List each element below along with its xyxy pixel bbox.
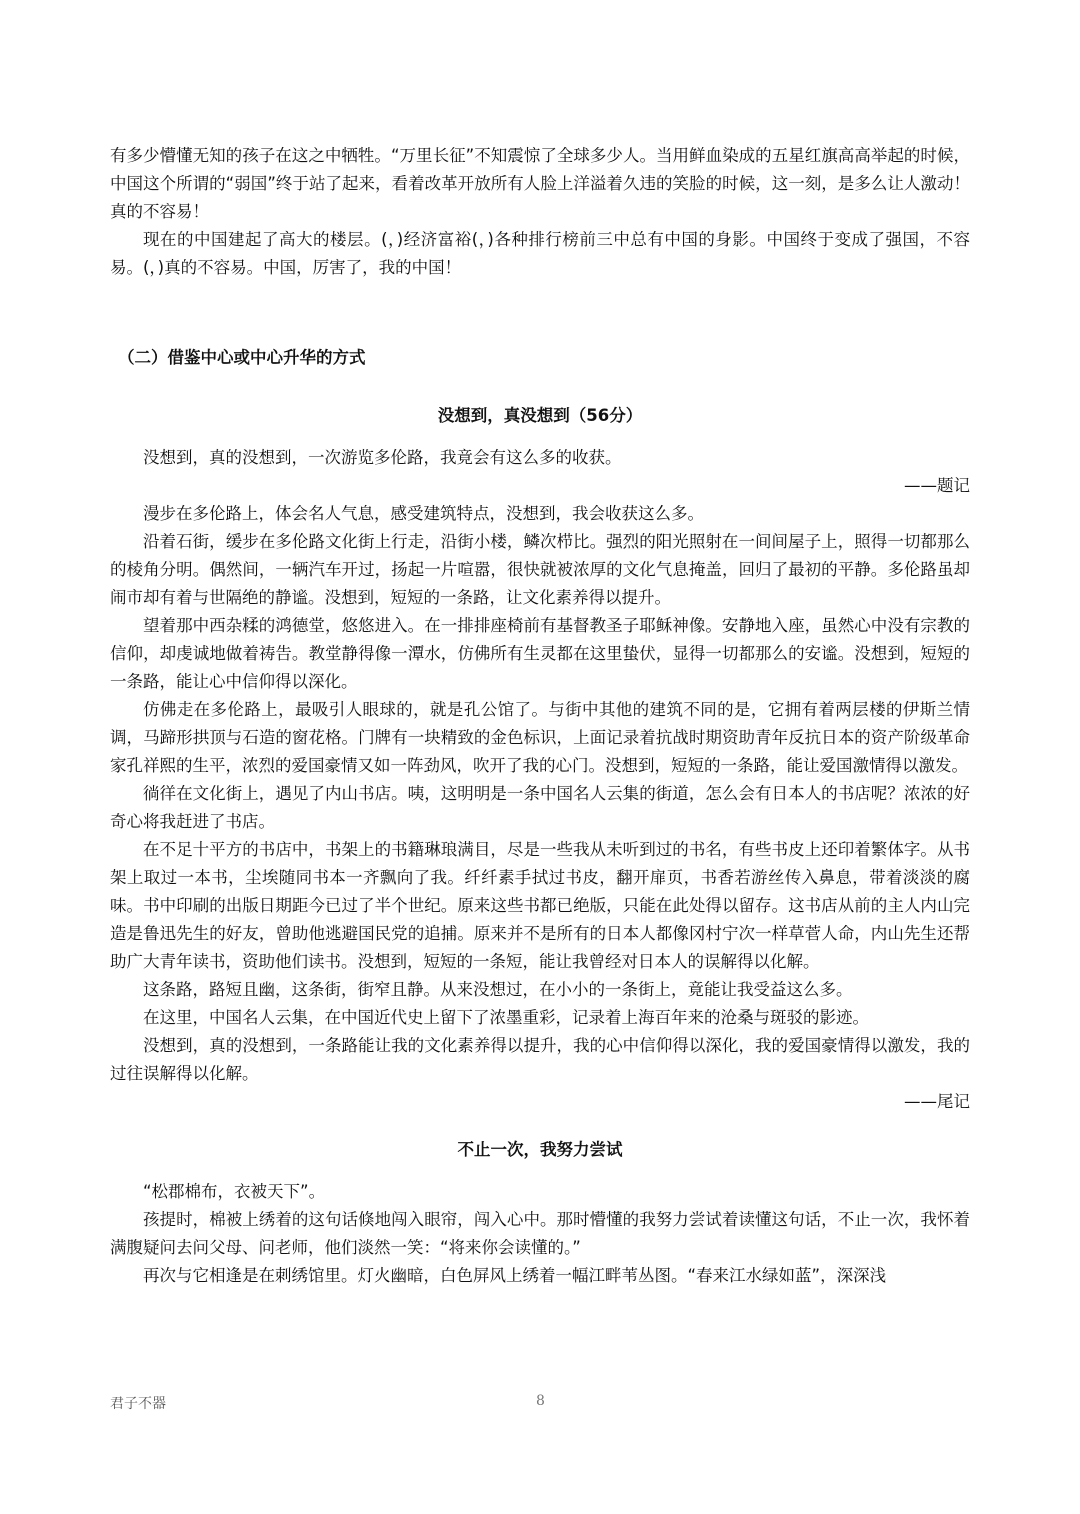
footer-label: 君子不器 xyxy=(110,1396,166,1412)
essay1-closing-sign: ——尾记 xyxy=(904,1092,970,1111)
page-number: 8 xyxy=(536,1393,545,1409)
essay1-epigraph: 没想到，真的没想到，一次游览多伦路，我竟会有这么多的收获。 xyxy=(143,448,622,467)
essay1-paragraph: 漫步在多伦路上，体会名人气息，感受建筑特点，没想到，我会收获这么多。 xyxy=(143,504,704,523)
essay1-paragraph: 仿佛走在多伦路上，最吸引人眼球的，就是孔公馆了。与街中其他的建筑不同的是，它拥有着两层楼的伊斯兰情调，马蹄形拱顶与石造的窗花格。门牌有一块精致的金色标识，上面记录着抗战时期资助青年反抗日本的资产阶级革命家孔祥熙的生平，浓烈的爱国豪情又如一阵劲风，吹开了我的心门。没想到，短短的一条路，能让爱国激情得以激发。 xyxy=(110,700,970,775)
essay1-paragraph: 没想到，真的没想到，一条路能让我的文化素养得以提升，我的心中信仰得以深化，我的爱国豪情得以激发，我的过往误解得以化解。 xyxy=(110,1036,970,1083)
essay1-paragraph: 这条路，路短且幽，这条街，街窄且静。从来没想过，在小小的一条街上，竟能让我受益这么多。 xyxy=(143,980,853,999)
essay1-paragraph: 在这里，中国名人云集，在中国近代史上留下了浓墨重彩，记录着上海百年来的沧桑与斑驳的影迹。 xyxy=(143,1008,869,1027)
essay1-paragraph: 在不足十平方的书店中，书架上的书籍琳琅满目，尽是一些我从未听到过的书名，有些书皮上还印着繁体字。从书架上取过一本书，尘埃随同书本一齐飘向了我。纤纤素手拭过书皮，翻开扉页，书香若游丝传入鼻息，带着淡淡的腐味。书中印刷的出版日期距今已过了半个世纪。原来这些书都已绝版，只能在此处得以留存。这书店从前的主人内山完造是鲁迅先生的好友，曾助他逃避国民党的追捕。原来并不是所有的日本人都像冈村宁次一样草菅人命，内山先生还帮助广大青年读书，资助他们读书。没想到，短短的一条短，能让我曾经对日本人的误解得以化解。 xyxy=(110,840,970,971)
essay2-paragraph: “松郡棉布，衣被天下”。 xyxy=(143,1182,326,1201)
intro-paragraph-1: 有多少懵懂无知的孩子在这之中牺牲。“万里长征”不知震惊了全球多少人。当用鲜血染成的五星红旗高高举起的时候，中国这个所谓的“弱国”终于站了起来，看着改革开放所有人脸上洋溢着久违的笑脸的时候，这一刻，是多么让人激动！真的不容易！ xyxy=(110,146,970,221)
essay1-title: 没想到，真没想到（56分） xyxy=(437,406,643,425)
essay2-paragraph: 再次与它相逢是在刺绣馆里。灯火幽暗，白色屏风上绣着一幅江畔苇丛图。“春来江水绿如蓝”，深深浅 xyxy=(143,1266,887,1285)
intro-paragraph-2: 现在的中国建起了高大的楼层。(，)经济富裕(，)各种排行榜前三中总有中国的身影。中国终于变成了强国，不容易。(，)真的不容易。中国，厉害了，我的中国！ xyxy=(110,230,970,277)
essay1-paragraph: 徜徉在文化街上，遇见了内山书店。咦，这明明是一条中国名人云集的街道，怎么会有日本人的书店呢？浓浓的好奇心将我赶进了书店。 xyxy=(110,784,970,831)
essay1-paragraph: 沿着石街，缓步在多伦路文化街上行走，沿街小楼，鳞次栉比。强烈的阳光照射在一间间屋子上，照得一切都那么的棱角分明。偶然间，一辆汽车开过，扬起一片喧嚣，很快就被浓厚的文化气息掩盖，回归了最初的平静。多伦路虽却闹市却有着与世隔绝的静谧。没想到，短短的一条路，让文化素养得以提升。 xyxy=(110,532,970,607)
document-page xyxy=(110,142,970,1290)
essay1-paragraph: 望着那中西杂糅的鸿德堂，悠悠进入。在一排排座椅前有基督教圣子耶稣神像。安静地入座，虽然心中没有宗教的信仰，却虔诚地做着祷告。教堂静得像一潭水，仿佛所有生灵都在这里蛰伏，显得一切都那么的安谧。没想到，短短的一条路，能让心中信仰得以深化。 xyxy=(110,616,970,691)
section-heading: （二）借鉴中心或中心升华的方式 xyxy=(118,348,366,367)
essay2-paragraph: 孩提时，棉被上绣着的这句话倏地闯入眼帘，闯入心中。那时懵懂的我努力尝试着读懂这句话，不止一次，我怀着满腹疑问去问父母、问老师，他们淡然一笑：“将来你会读懂的。” xyxy=(110,1210,970,1257)
essay2-title: 不止一次，我努力尝试 xyxy=(457,1140,623,1159)
essay1-epigraph-sign: ——题记 xyxy=(904,476,970,495)
